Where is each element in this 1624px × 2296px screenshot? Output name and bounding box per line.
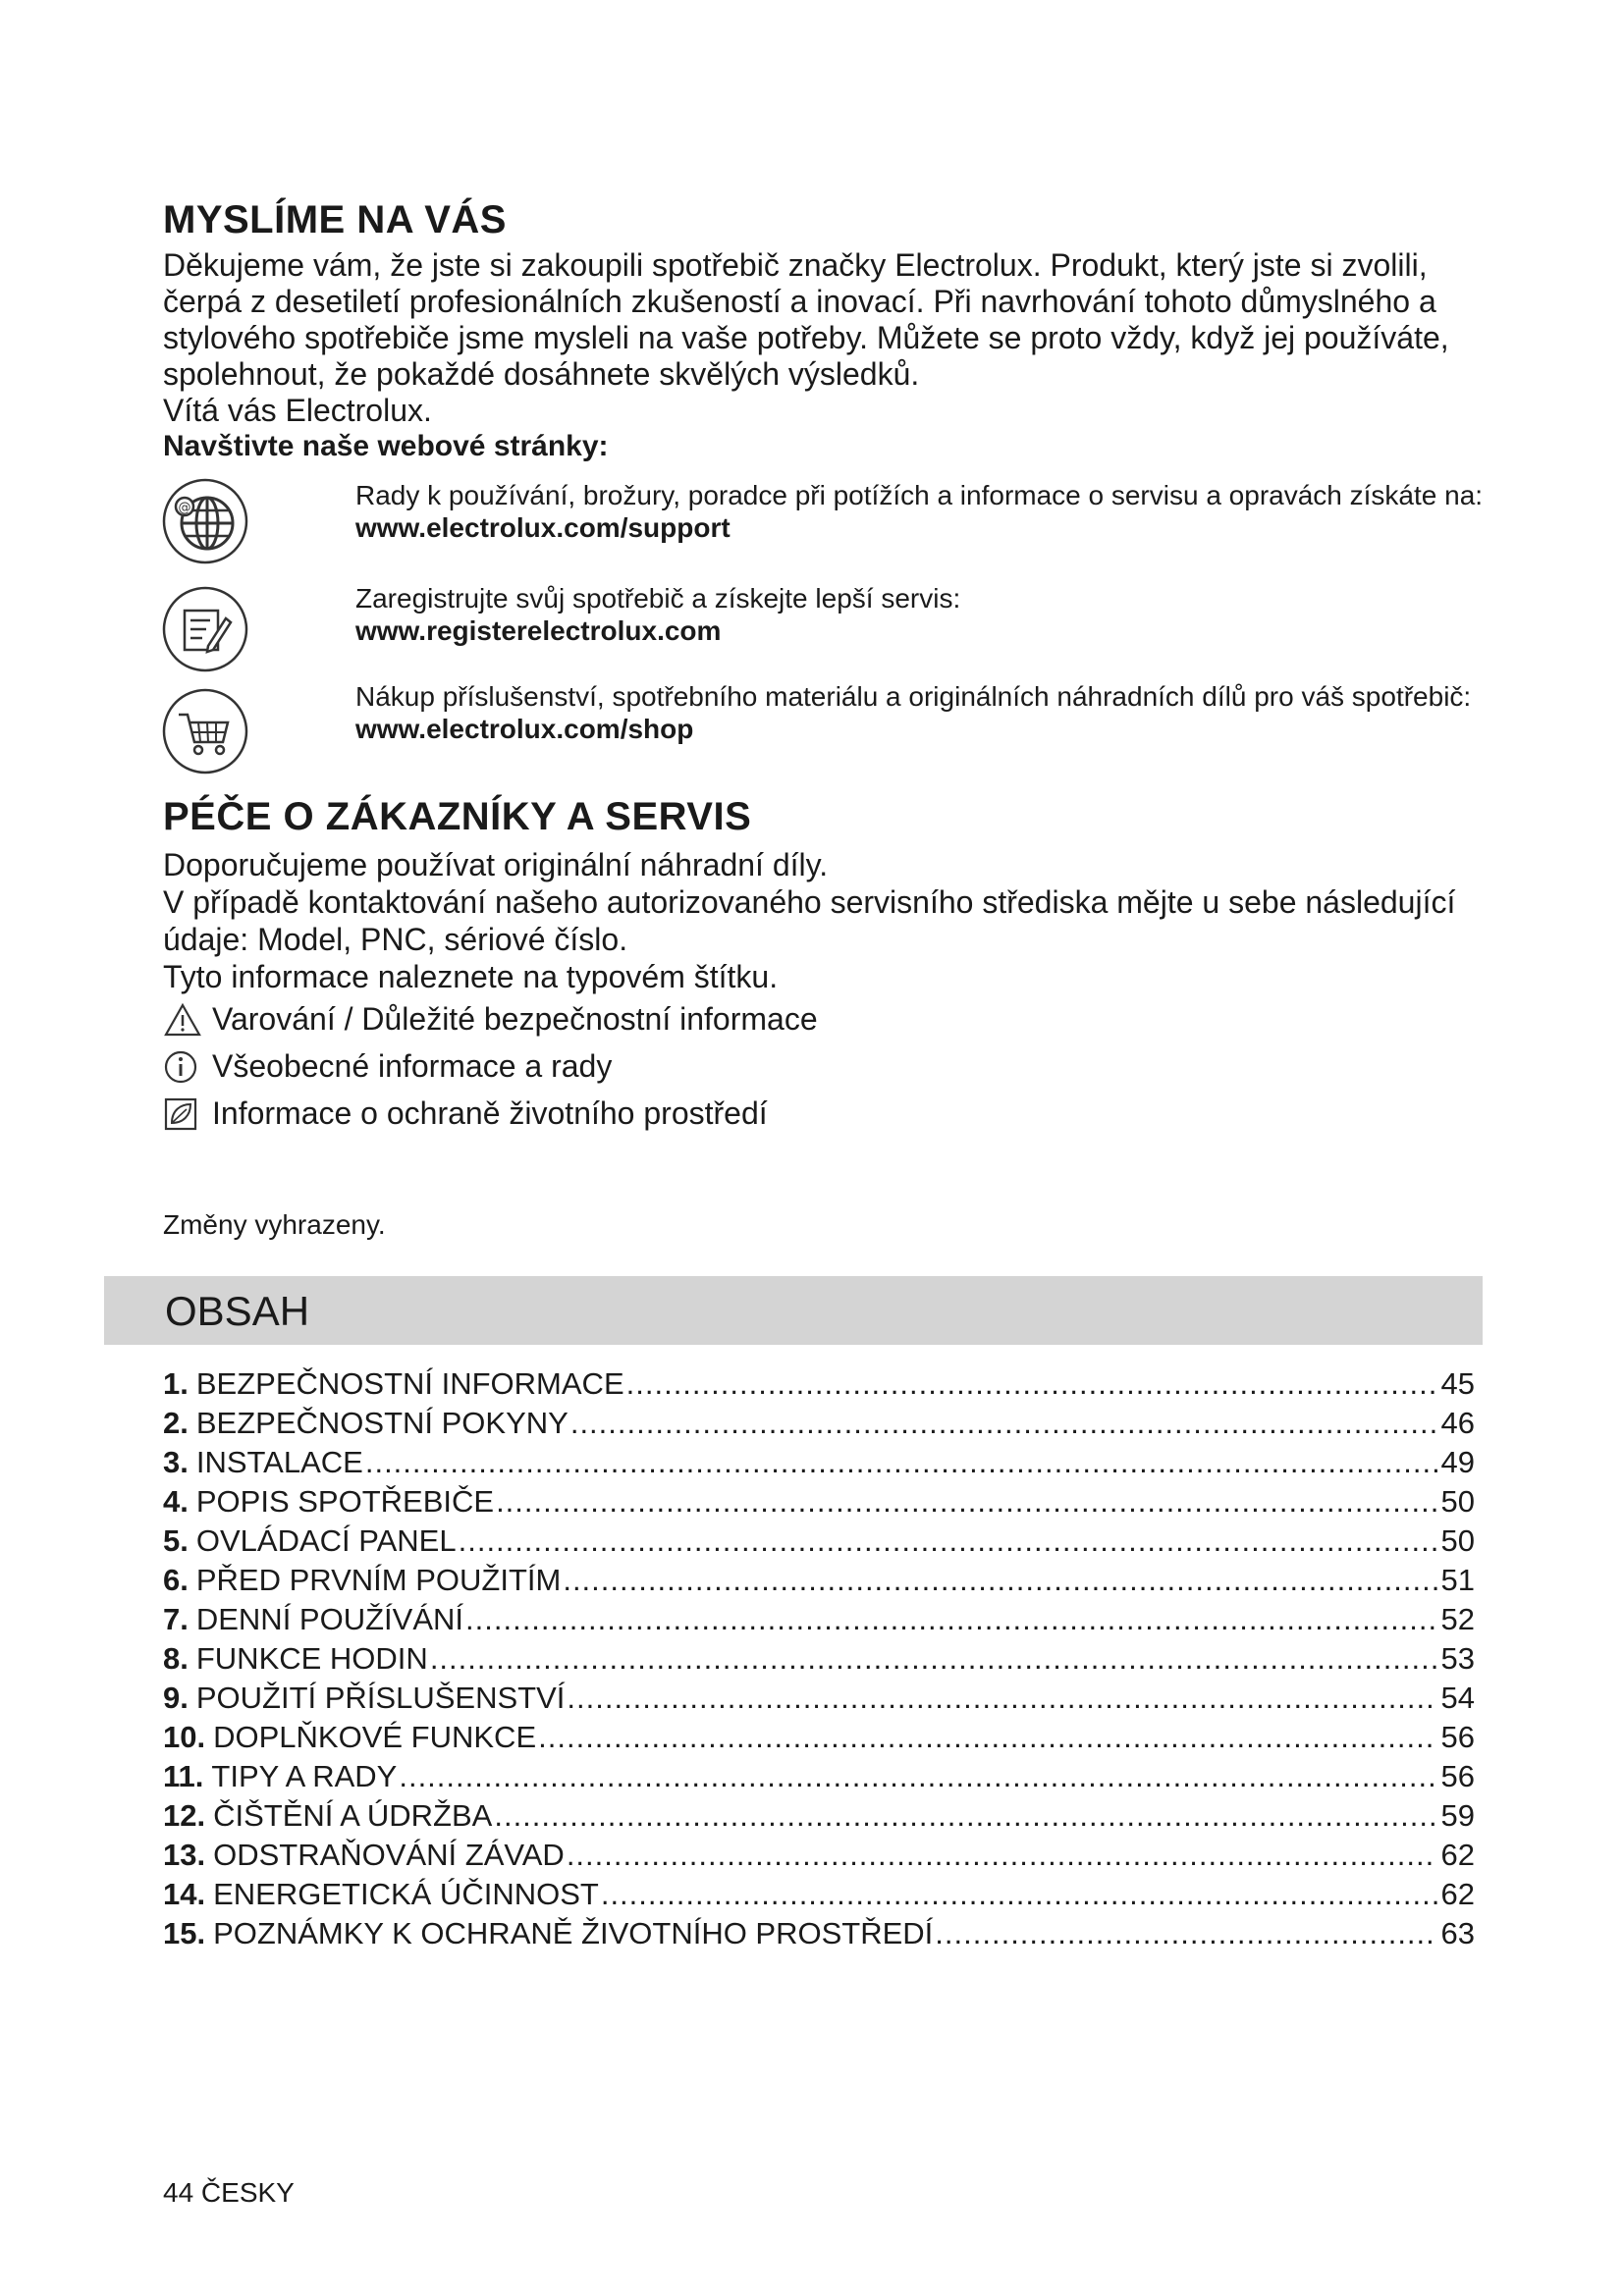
toc-dot-leader — [496, 1484, 1436, 1520]
shop-info — [355, 680, 1485, 745]
toc-item[interactable] — [163, 1838, 1475, 1877]
toc-item-title: ČIŠTĚNÍ A ÚDRŽBA — [213, 1798, 493, 1833]
toc-item-page: 50 — [1440, 1484, 1475, 1519]
toc-item-number: 7. — [163, 1602, 189, 1636]
toc-dot-leader — [570, 1406, 1437, 1441]
toc-item-title: FUNKCE HODIN — [195, 1641, 428, 1676]
visit-website-title: Navštivte naše webové stránky: — [163, 430, 609, 462]
shop-link[interactable]: www.electrolux.com/shop — [355, 714, 694, 744]
toc-item[interactable] — [163, 1406, 1475, 1445]
page-footer: 44 ČESKY — [163, 2177, 295, 2208]
toc-dot-leader — [538, 1720, 1436, 1755]
toc-item[interactable] — [163, 1484, 1475, 1523]
toc-item-number: 10. — [163, 1720, 206, 1754]
heading-thinking-of-you: MYSLÍME NA VÁS — [163, 198, 507, 241]
toc-item-number: 12. — [163, 1798, 206, 1833]
shopping-cart-icon — [161, 687, 249, 775]
intro-paragraph: Děkujeme vám, že jste si zakoupili spotřebič značky Electrolux. Produkt, který jste si zvolili, čerpá z desetiletí profesionálních zkušeností a inovací. Při navrhování tohoto důmyslného a stylového spotřebiče jsme mysleli na vaše potřeby. Můžete se proto vždy, když jej používáte, spolehnout, že pokaždé dosáhnete skvělých výsledků. — [163, 247, 1449, 392]
toc-item[interactable] — [163, 1916, 1475, 1955]
toc-item-page: 63 — [1440, 1916, 1475, 1950]
heading-customer-care: PÉČE O ZÁKAZNÍKY A SERVIS — [163, 795, 752, 838]
toc-item-title: ODSTRAŇOVÁNÍ ZÁVAD — [213, 1838, 565, 1872]
care-line-2: V případě kontaktování našeho autorizovaného servisního střediska mějte u sebe následující údaje: Model, PNC, sériové číslo. — [163, 884, 1456, 957]
toc-title: OBSAH — [165, 1288, 310, 1334]
toc-item[interactable] — [163, 1523, 1475, 1563]
toc-item[interactable] — [163, 1602, 1475, 1641]
toc-item-title: BEZPEČNOSTNÍ POKYNY — [195, 1406, 568, 1440]
toc-item-number: 14. — [163, 1877, 206, 1911]
toc-item-title: DENNÍ POUŽÍVÁNÍ — [195, 1602, 464, 1636]
toc-dot-leader — [935, 1916, 1436, 1951]
svg-text:@: @ — [178, 501, 191, 515]
toc-item[interactable] — [163, 1445, 1475, 1484]
toc-dot-leader — [459, 1523, 1437, 1559]
info-icon — [163, 1049, 202, 1085]
toc-item-number: 8. — [163, 1641, 189, 1676]
legend-environment-label: Informace o ochraně životního prostředí — [212, 1095, 768, 1131]
toc-item-number: 4. — [163, 1484, 189, 1519]
support-text: Rady k používání, brožury, poradce při potížích a informace o servisu a opravách získáte na: — [355, 480, 1484, 510]
welcome-line: Vítá vás Electrolux. — [163, 393, 432, 428]
register-link[interactable]: www.registerelectrolux.com — [355, 615, 722, 646]
toc-item-page: 56 — [1440, 1720, 1475, 1754]
toc-item-page: 62 — [1440, 1877, 1475, 1911]
toc-item-title: POUŽITÍ PŘÍSLUŠENSTVÍ — [195, 1681, 566, 1715]
toc-item-page: 52 — [1440, 1602, 1475, 1636]
toc-item-title: DOPLŇKOVÉ FUNKCE — [213, 1720, 537, 1754]
toc-item-title: TIPY A RADY — [211, 1759, 398, 1793]
toc-item-title: OVLÁDACÍ PANEL — [195, 1523, 457, 1558]
toc-item-page: 51 — [1440, 1563, 1475, 1597]
warning-icon — [163, 1002, 202, 1038]
legend-environment — [163, 1095, 768, 1132]
toc-item[interactable] — [163, 1720, 1475, 1759]
legend-warning — [163, 1001, 818, 1038]
toc-item[interactable] — [163, 1798, 1475, 1838]
toc-item[interactable] — [163, 1759, 1475, 1798]
care-line-3: Tyto informace naleznete na typovém štítku. — [163, 959, 779, 994]
changes-reserved: Změny vyhrazeny. — [163, 1209, 386, 1240]
toc-item[interactable] — [163, 1641, 1475, 1681]
toc-dot-leader — [567, 1838, 1437, 1873]
toc-dot-leader — [601, 1877, 1437, 1912]
toc-item-number: 15. — [163, 1916, 206, 1950]
toc-item-page: 59 — [1440, 1798, 1475, 1833]
toc-dot-leader — [399, 1759, 1436, 1794]
support-info — [355, 479, 1485, 544]
toc-item-title: POZNÁMKY K OCHRANĚ ŽIVOTNÍHO PROSTŘEDÍ — [213, 1916, 934, 1950]
toc-dot-leader — [567, 1681, 1436, 1716]
toc-item-title: PŘED PRVNÍM POUŽITÍM — [195, 1563, 562, 1597]
toc-item-page: 49 — [1440, 1445, 1475, 1479]
intro-block — [163, 247, 1479, 429]
care-line-1: Doporučujeme používat originální náhradní díly. — [163, 847, 829, 882]
toc-item-number: 9. — [163, 1681, 189, 1715]
toc-item-page: 45 — [1440, 1366, 1475, 1401]
shop-text: Nákup příslušenství, spotřebního materiálu a originálních náhradních dílů pro váš spotřebič: — [355, 681, 1472, 712]
toc-dot-leader — [563, 1563, 1436, 1598]
toc-item-number: 5. — [163, 1523, 189, 1558]
toc-item-number: 2. — [163, 1406, 189, 1440]
toc-item[interactable] — [163, 1877, 1475, 1916]
toc-dot-leader — [365, 1445, 1437, 1480]
toc-dot-leader — [465, 1602, 1437, 1637]
legend-info — [163, 1048, 612, 1085]
toc-item-title: ENERGETICKÁ ÚČINNOST — [213, 1877, 599, 1911]
support-link[interactable]: www.electrolux.com/support — [355, 512, 731, 543]
toc-item-page: 46 — [1440, 1406, 1475, 1440]
toc-item-number: 11. — [163, 1759, 204, 1793]
toc-item-number: 1. — [163, 1366, 189, 1401]
toc-item[interactable] — [163, 1681, 1475, 1720]
toc-item-page: 53 — [1440, 1641, 1475, 1676]
toc-item-page: 50 — [1440, 1523, 1475, 1558]
toc-item[interactable] — [163, 1563, 1475, 1602]
toc-item-number: 13. — [163, 1838, 206, 1872]
toc-item-title: INSTALACE — [195, 1445, 363, 1479]
table-of-contents — [163, 1366, 1475, 1955]
toc-item-page: 54 — [1440, 1681, 1475, 1715]
legend-info-label: Všeobecné informace a rady — [212, 1048, 613, 1084]
toc-dot-leader — [430, 1641, 1437, 1677]
toc-item-title: POPIS SPOTŘEBIČE — [195, 1484, 495, 1519]
toc-item-title: BEZPEČNOSTNÍ INFORMACE — [195, 1366, 624, 1401]
register-text: Zaregistrujte svůj spotřebič a získejte lepší servis: — [355, 583, 961, 614]
leaf-icon — [163, 1096, 202, 1132]
toc-item-number: 3. — [163, 1445, 189, 1479]
toc-item-page: 56 — [1440, 1759, 1475, 1793]
toc-item-number: 6. — [163, 1563, 189, 1597]
toc-header-bar — [104, 1276, 1483, 1345]
toc-dot-leader — [494, 1798, 1436, 1834]
register-form-icon — [161, 585, 249, 673]
toc-dot-leader — [626, 1366, 1437, 1402]
toc-item-page: 62 — [1440, 1838, 1475, 1872]
toc-item[interactable] — [163, 1366, 1475, 1406]
register-info — [355, 582, 1485, 647]
customer-care-block — [163, 846, 1479, 995]
legend-warning-label: Varování / Důležité bezpečnostní informace — [212, 1001, 818, 1037]
globe-icon — [161, 477, 249, 565]
